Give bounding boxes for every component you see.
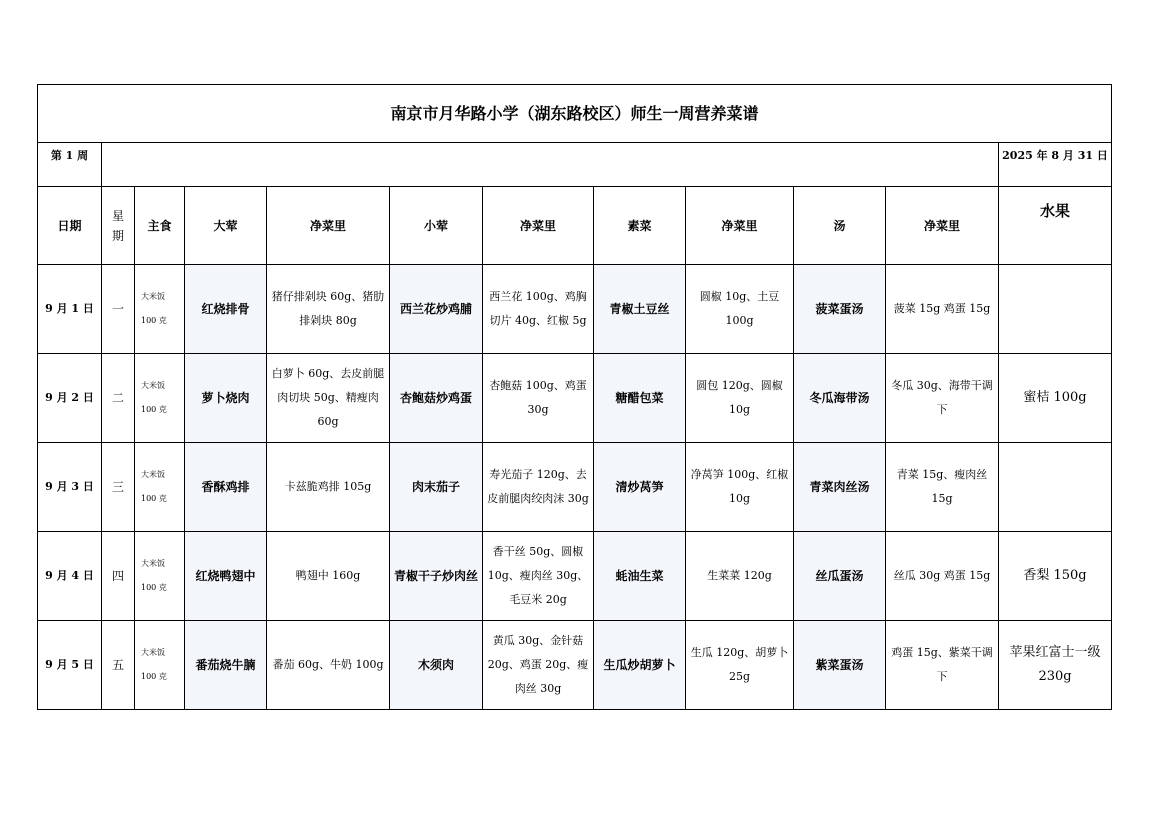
- day-row: [38, 354, 1112, 443]
- staple-qty: 100 克: [141, 583, 167, 592]
- day-small-net: 黄瓜 30g、金针菇 20g、鸡蛋 20g、瘦肉丝 30g: [483, 621, 594, 710]
- day-soup-net: 青菜 15g、瘦肉丝 15g: [886, 443, 999, 532]
- staple-qty: 100 克: [141, 672, 167, 681]
- header-staple: 主食: [135, 187, 185, 265]
- day-veg-dish: 生瓜炒胡萝卜: [594, 621, 686, 710]
- day-small-dish: 木须肉: [390, 621, 483, 710]
- header-date: 日期: [38, 187, 102, 265]
- day-staple: [135, 621, 185, 710]
- day-small-dish: 西兰花炒鸡脯: [390, 265, 483, 354]
- day-weekday: 五: [102, 621, 135, 710]
- day-small-net: 香干丝 50g、圆椒 10g、瘦肉丝 30g、毛豆米 20g: [483, 532, 594, 621]
- header-net-weight: 净菜里: [886, 187, 999, 265]
- day-veg-dish: 青椒土豆丝: [594, 265, 686, 354]
- day-veg-dish: 清炒莴笋: [594, 443, 686, 532]
- day-fruit: 香梨 150g: [999, 532, 1112, 621]
- day-staple: [135, 443, 185, 532]
- menu-table: [37, 84, 1112, 710]
- header-veg-dish: 素菜: [594, 187, 686, 265]
- day-weekday: 二: [102, 354, 135, 443]
- day-main-dish: 香酥鸡排: [185, 443, 267, 532]
- day-soup: 青菜肉丝汤: [794, 443, 886, 532]
- day-veg-net: 净莴笋 100g、红椒 10g: [686, 443, 794, 532]
- staple-name: 大米饭: [141, 559, 165, 568]
- day-weekday: 三: [102, 443, 135, 532]
- day-staple: [135, 265, 185, 354]
- day-weekday: 四: [102, 532, 135, 621]
- day-soup: 丝瓜蛋汤: [794, 532, 886, 621]
- day-row: [38, 265, 1112, 354]
- day-soup: 菠菜蛋汤: [794, 265, 886, 354]
- day-main-dish: 红烧鸭翅中: [185, 532, 267, 621]
- staple-name: 大米饭: [141, 648, 165, 657]
- day-main-dish: 番茄烧牛腩: [185, 621, 267, 710]
- day-veg-net: 圆椒 10g、土豆 100g: [686, 265, 794, 354]
- header-net-weight: 净菜里: [483, 187, 594, 265]
- header-weekday: [102, 187, 135, 265]
- header-weekday-char: 星: [111, 208, 124, 223]
- day-small-net: 寿光茄子 120g、去皮前腿肉绞肉沫 30g: [483, 443, 594, 532]
- day-soup-net: 冬瓜 30g、海带干调下: [886, 354, 999, 443]
- day-date: 9 月 5 日: [38, 621, 102, 710]
- day-date: 9 月 2 日: [38, 354, 102, 443]
- header-small-dish: 小荤: [390, 187, 483, 265]
- day-weekday: 一: [102, 265, 135, 354]
- header-weekday-char: 期: [111, 228, 124, 243]
- staple-qty: 100 克: [141, 494, 167, 503]
- date-label: 2025 年 8 月 31 日: [999, 143, 1112, 187]
- staple-name: 大米饭: [141, 292, 165, 301]
- day-small-dish: 肉末茄子: [390, 443, 483, 532]
- header-fruit: 水果: [999, 187, 1112, 265]
- staple-qty: 100 克: [141, 316, 167, 325]
- week-row: [38, 143, 1112, 187]
- day-date: 9 月 1 日: [38, 265, 102, 354]
- day-small-dish: 青椒干子炒肉丝: [390, 532, 483, 621]
- day-soup-net: 鸡蛋 15g、紫菜干调下: [886, 621, 999, 710]
- day-date: 9 月 3 日: [38, 443, 102, 532]
- day-staple: [135, 354, 185, 443]
- staple-qty: 100 克: [141, 405, 167, 414]
- day-veg-dish: 糖醋包菜: [594, 354, 686, 443]
- day-date: 9 月 4 日: [38, 532, 102, 621]
- week-row-spacer: [102, 143, 999, 187]
- staple-name: 大米饭: [141, 381, 165, 390]
- staple-name: 大米饭: [141, 470, 165, 479]
- day-fruit: 蜜桔 100g: [999, 354, 1112, 443]
- day-small-net: 杏鲍菇 100g、鸡蛋 30g: [483, 354, 594, 443]
- header-soup: 汤: [794, 187, 886, 265]
- day-veg-net: 生瓜 120g、胡萝卜 25g: [686, 621, 794, 710]
- menu-title: 南京市月华路小学（湖东路校区）师生一周营养菜谱: [38, 85, 1112, 143]
- day-row: [38, 532, 1112, 621]
- header-net-weight: 净菜里: [686, 187, 794, 265]
- day-soup: 冬瓜海带汤: [794, 354, 886, 443]
- day-main-net: 鸭翅中 160g: [267, 532, 390, 621]
- day-small-dish: 杏鲍菇炒鸡蛋: [390, 354, 483, 443]
- day-veg-net: 圆包 120g、圆椒 10g: [686, 354, 794, 443]
- day-fruit: [999, 265, 1112, 354]
- day-small-net: 西兰花 100g、鸡胸切片 40g、红椒 5g: [483, 265, 594, 354]
- day-main-net: 番茄 60g、牛奶 100g: [267, 621, 390, 710]
- header-row: [38, 187, 1112, 265]
- day-main-net: 白萝卜 60g、去皮前腿肉切块 50g、精瘦肉 60g: [267, 354, 390, 443]
- day-staple: [135, 532, 185, 621]
- day-row: [38, 443, 1112, 532]
- title-row: [38, 85, 1112, 143]
- day-main-net: 卡兹脆鸡排 105g: [267, 443, 390, 532]
- week-label: 第 1 周: [38, 143, 102, 187]
- day-fruit: 苹果红富士一级 230g: [999, 621, 1112, 710]
- header-net-weight: 净菜里: [267, 187, 390, 265]
- day-soup: 紫菜蛋汤: [794, 621, 886, 710]
- day-veg-dish: 蚝油生菜: [594, 532, 686, 621]
- day-row: [38, 621, 1112, 710]
- day-main-net: 猪仔排剁块 60g、猪肋排剁块 80g: [267, 265, 390, 354]
- header-main-dish: 大荤: [185, 187, 267, 265]
- day-main-dish: 红烧排骨: [185, 265, 267, 354]
- day-main-dish: 萝卜烧肉: [185, 354, 267, 443]
- day-fruit: [999, 443, 1112, 532]
- day-veg-net: 生菜菜 120g: [686, 532, 794, 621]
- day-soup-net: 丝瓜 30g 鸡蛋 15g: [886, 532, 999, 621]
- day-soup-net: 菠菜 15g 鸡蛋 15g: [886, 265, 999, 354]
